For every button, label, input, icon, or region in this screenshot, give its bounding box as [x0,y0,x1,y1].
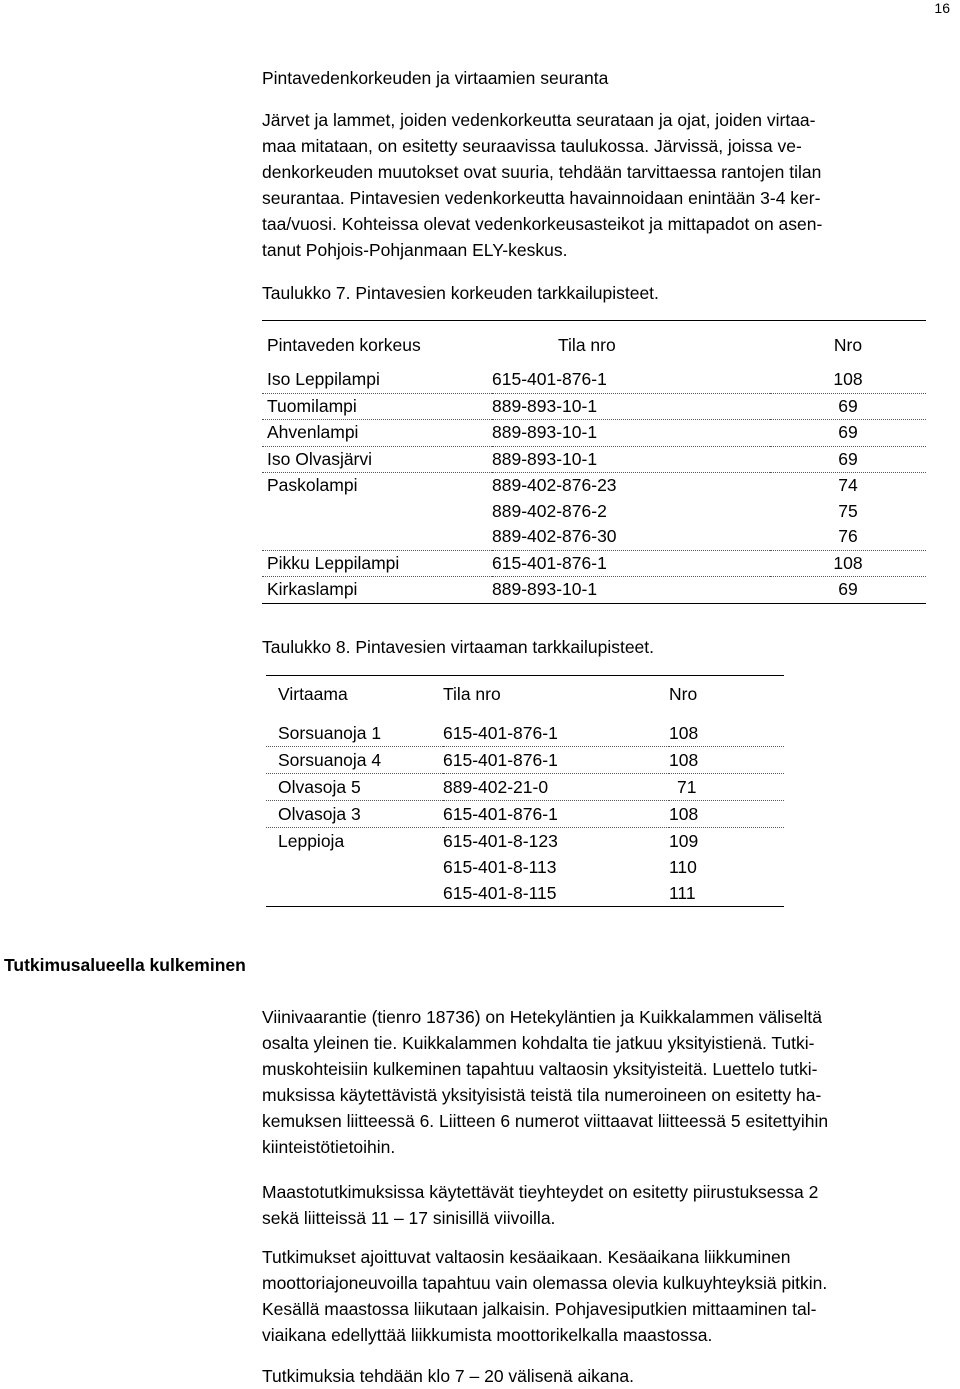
text-line: moottoriajoneuvoilla tapahtuu vain olemassa olevia kulkuyhteyksiä pitkin. [262,1273,828,1293]
table-cell: Paskolampi [267,475,358,495]
table-cell: Leppioja [278,831,345,851]
table-cell: 889-402-876-2 [492,500,607,521]
column-header: Nro [669,683,698,704]
table-cell: Tuomilampi [262,393,492,420]
table-row [262,524,926,550]
text-line: viaikana edellyttää liikkumista moottorikelkalla maastossa. [262,1325,713,1345]
table-cell [266,880,443,907]
body-paragraph [262,1363,960,1389]
text-line: Tutkimuksia tehdään klo 7 – 20 välisenä aikana. [262,1366,634,1386]
text-line: maa mitataan, on esitetty seuraavissa taulukossa. Järvissä, joissa ve- [262,136,802,156]
table-cell: 615-401-876-1 [443,801,669,828]
body-paragraph [262,1244,960,1348]
table-spacer [266,710,784,720]
text-line: taa/vuosi. Kohteissa olevat vedenkorkeusasteikot ja mittapadot on asen- [262,214,823,234]
page-number: 16 [934,0,950,16]
table-cell: 69 [838,579,858,599]
table-cell: 71 [669,774,784,801]
table-cell: 615-401-876-1 [492,550,770,577]
text-line: osalta yleinen tie. Kuikkalammen kohdalta tie jatkuu yksityistienä. Tutki- [262,1033,815,1053]
table-cell: 75 [838,500,858,521]
text-line: kiinteistötietoihin. [262,1137,396,1157]
table7-caption: Taulukko 7. Pintavesien korkeuden tarkkailupisteet. [262,283,659,303]
table-row [262,367,926,393]
text-line: Kesällä maastossa liikutaan jalkaisin. Pohjavesiputkien mittaaminen tal- [262,1299,817,1319]
table-cell: 110 [669,857,697,877]
body-paragraph [262,1179,960,1231]
table-cell: 889-893-10-1 [492,393,770,420]
table-cell: 74 [838,475,858,495]
column-header: Pintaveden korkeus [267,334,421,355]
text-line: Järvet ja lammet, joiden vedenkorkeutta seurataan ja ojat, joiden virtaa- [262,110,816,130]
table8-caption: Taulukko 8. Pintavesien virtaaman tarkkailupisteet. [262,637,655,657]
table-cell: 69 [770,446,926,473]
text-line: seurantaa. Pintavesien vedenkorkeutta havainnoidaan enintään 3-4 ker- [262,188,821,208]
text-line: muskohteisiin kulkeminen tapahtuu valtaosin yksityisteitä. Luettelo tutki- [262,1059,818,1079]
table-cell: 108 [669,801,784,828]
table-cell: 615-401-8-123 [443,831,558,851]
table-row [266,720,784,747]
table7-water-level-points [262,320,926,604]
table-cell: 69 [770,420,926,447]
table-cell: 889-893-10-1 [492,579,598,599]
table-cell: Sorsuanoja 4 [266,747,443,774]
table-cell [262,499,492,525]
table-cell: 109 [669,831,699,851]
table-cell: Olvasoja 5 [266,774,443,801]
table-cell: 76 [770,524,926,550]
table-cell: Ahvenlampi [262,420,492,447]
text-line: denkorkeuden muutokset ovat suuria, tehdään tarvittaessa rantojen tilan [262,162,822,182]
text-line: tanut Pohjois-Pohjanmaan ELY-keskus. [262,240,568,260]
table-row [266,854,784,880]
table-row [262,393,926,420]
table-cell: 615-401-8-115 [443,883,557,903]
table-cell: 108 [669,720,784,747]
table-cell: Olvasoja 3 [266,801,443,828]
table8-flow-points [266,675,784,907]
text-line: muksissa käytettävistä yksityisistä teistä tila numeroineen on esitetty ha- [262,1085,822,1105]
table-cell: 108 [770,550,926,577]
table-cell: 889-402-876-30 [492,524,770,550]
table-cell: 615-401-876-1 [443,720,669,747]
text-line: Maastotutkimuksissa käytettävät tieyhteydet on esitetty piirustuksessa 2 [262,1182,819,1202]
table-cell: 108 [770,367,926,393]
table-cell: Pikku Leppilampi [262,550,492,577]
table-header-row [262,321,926,368]
table-row [262,550,926,577]
table-header-row [266,676,784,711]
table-row [262,577,926,604]
table-cell: 108 [669,747,784,774]
table-row [266,828,784,855]
column-header: Virtaama [278,683,348,704]
section-heading: Tutkimusalueella kulkeminen [4,955,246,975]
text-line: Viinivaarantie (tienro 18736) on Hetekyläntien ja Kuikkalammen väliseltä [262,1007,822,1027]
section-title: Pintavedenkorkeuden ja virtaamien seuranta [262,68,609,88]
table-cell [262,524,492,550]
column-header: Tila nro [558,334,616,355]
table-cell: 889-402-21-0 [443,774,669,801]
table-cell: 111 [669,883,696,903]
column-header: Nro [833,334,863,355]
table-cell: Kirkaslampi [267,579,358,599]
table-row [262,446,926,473]
table-row [266,774,784,801]
table-cell: 889-893-10-1 [492,420,770,447]
table-cell: 889-402-876-23 [492,475,617,495]
table-cell [266,854,443,880]
intro-paragraph [262,107,960,263]
table-cell: 615-401-876-1 [492,367,770,393]
table-cell: 69 [770,393,926,420]
table-row [262,473,926,499]
column-header: Tila nro [443,683,501,704]
table-row [262,420,926,447]
body-paragraph [262,1004,960,1160]
text-line: sekä liitteissä 11 – 17 sinisillä viivoilla. [262,1208,556,1228]
table-cell: Sorsuanoja 1 [266,720,443,747]
table-row [266,880,784,907]
table-row [262,499,926,525]
text-line: Tutkimukset ajoittuvat valtaosin kesäaikaan. Kesäaikana liikkuminen [262,1247,791,1267]
table-cell: 889-893-10-1 [492,446,770,473]
table-row [266,801,784,828]
table-cell: 615-401-876-1 [443,747,669,774]
table-cell: Iso Leppilampi [262,367,492,393]
text-line: kemuksen liitteessä 6. Liitteen 6 numerot viittaavat liitteessä 5 esitettyihin [262,1111,829,1131]
table-cell: 615-401-8-113 [443,857,557,877]
table-row [266,747,784,774]
table-cell: Iso Olvasjärvi [262,446,492,473]
